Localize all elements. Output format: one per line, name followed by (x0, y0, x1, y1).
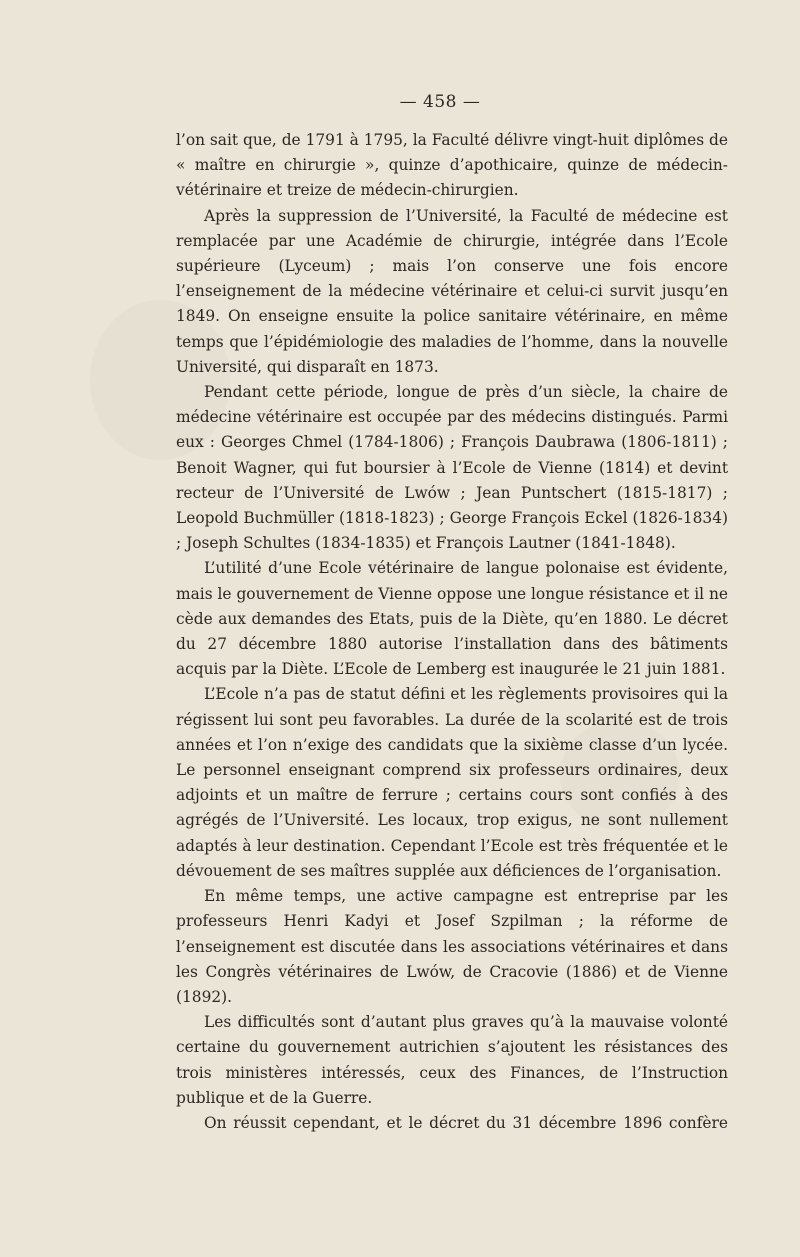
paragraph: On réussit cependant, et le décret du 31 décembre 1896 confère (204, 1113, 728, 1132)
body-text (176, 128, 728, 1136)
paragraph: L’utilité d’une Ecole vétérinaire de langue polonaise est évidente, mais le gouvernement de Vienne oppose une longue résistance et il ne cède aux demandes des Etats, puis de la Diète, qu’en 1880. Le décret du 27 décembre 1880 autorise l’installation dans des bâtiments acquis par la Diète. L’Ecole de Lemberg est inaugurée le 21 juin 1881. (176, 559, 728, 679)
paragraph: Pendant cette période, longue de près d’un siècle, la chaire de médecine vétérinaire est occupée par des médecins distingués. Parmi eux : Georges Chmel (1784-1806) ; François Daubrawa (1806-1811) ; Benoit Wagner, qui fut boursier à l’Ecole de Vienne (1814) et devint recteur de l’Université de Lwów ; Jean Puntschert (1815-1817) ; Leopold Buchmüller (1818-1823) ; George François Eckel (1826-1834) ; Joseph Schultes (1834-1835) et François Lautner (1841-1848). (176, 383, 728, 553)
paragraph: l’on sait que, de 1791 à 1795, la Faculté délivre vingt-huit diplômes de « maître en chirurgie », quinze d’apothicaire, quinze de médecin-vétérinaire et treize de médecin-chirurgien. (176, 131, 728, 200)
paragraph: L’Ecole n’a pas de statut défini et les règlements provisoires qui la régissent lui sont peu favorables. La durée de la scolarité est de trois années et l’on n’exige des candidats que la sixième classe d’un lycée. Le personnel enseignant comprend six professeurs ordinaires, deux adjoints et un maître de ferrure ; certains cours sont confiés à des agrégés de l’Université. Les locaux, trop exigus, ne sont nullement adaptés à leur destination. Cependant l’Ecole est très fréquentée et le dévouement de ses maîtres supplée aux déficiences de l’organisation. (176, 685, 728, 880)
paragraph: En même temps, une active campagne est entreprise par les professeurs Henri Kadyi et Josef Szpilman ; la réforme de l’enseignement est discutée dans les associations vétérinaires et dans les Congrès vétérinaires de Lwów, de Cracovie (1886) et de Vienne (1892). (176, 887, 728, 1006)
paragraph: Les difficultés sont d’autant plus graves qu’à la mauvaise volonté certaine du gouvernement autrichien s’ajoutent les résistances des trois ministères intéressés, ceux des Finances, de l’Instruction publique et de la Guerre. (176, 1013, 728, 1107)
page-number: — 458 — (399, 92, 481, 112)
paragraph: Après la suppression de l’Université, la Faculté de médecine est remplacée par une Académie de chirurgie, intégrée dans l’Ecole supérieure (Lyceum) ; mais l’on conserve une fois encore l’enseignement de la médecine vétérinaire et celui-ci survit jusqu’en 1849. On enseigne ensuite la police sanitaire vétérinaire, en même temps que l’épidémiologie des maladies de l’homme, dans la nouvelle Université, qui disparaît en 1873. (176, 206, 728, 376)
